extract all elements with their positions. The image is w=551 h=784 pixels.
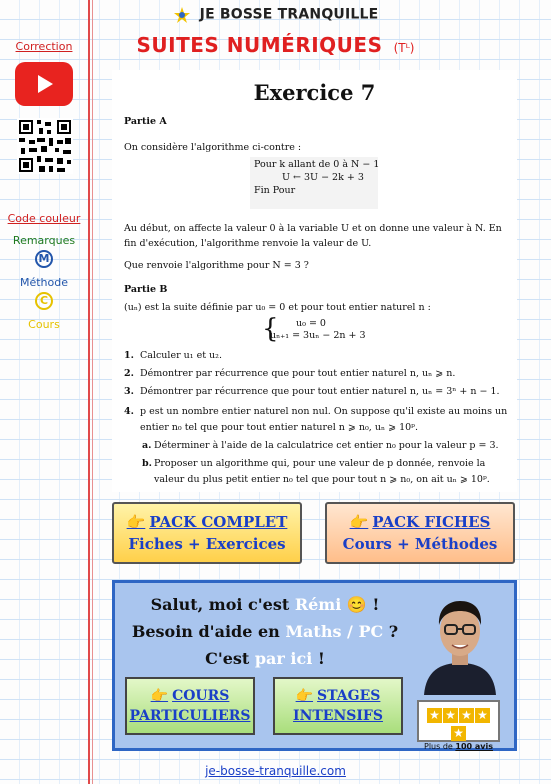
margin-line bbox=[88, 0, 90, 784]
review-count-value: 100 avis bbox=[455, 742, 493, 751]
exercise-card bbox=[112, 70, 517, 492]
promo-text: ? bbox=[383, 622, 399, 641]
algo-line: Fin Pour bbox=[254, 185, 296, 196]
play-icon bbox=[38, 75, 53, 93]
question-number: 2. bbox=[124, 368, 134, 379]
algo-line: U ← 3U − 2k + 3 bbox=[282, 172, 364, 183]
button-label: PARTICULIERS bbox=[129, 708, 251, 724]
question-text: Calculer u₁ et u₂. bbox=[140, 350, 222, 361]
star-icon: ★ bbox=[475, 708, 490, 723]
five-stars bbox=[419, 705, 498, 741]
button-label: STAGES bbox=[317, 688, 381, 704]
question-2 bbox=[124, 368, 512, 380]
brand-logo-icon bbox=[173, 6, 191, 24]
question-4a bbox=[142, 440, 512, 452]
qr-code-icon[interactable] bbox=[17, 118, 73, 174]
question-4b bbox=[142, 456, 512, 488]
question-text: Démontrer par récurrence que pour tout entier naturel n, uₙ ⩾ n. bbox=[140, 368, 456, 379]
part-b-heading: Partie B bbox=[124, 284, 168, 295]
question-number: 4. bbox=[124, 406, 134, 417]
sub-question-letter: a. bbox=[142, 440, 152, 451]
promo-subject: Maths / PC bbox=[285, 622, 384, 641]
brand-name: JE BOSSE TRANQUILLE bbox=[199, 6, 379, 23]
star-icon: ★ bbox=[427, 708, 442, 723]
star-icon: ★ bbox=[451, 726, 466, 741]
pointing-hand-icon: 👉 bbox=[295, 688, 314, 704]
promo-text: Salut, moi c'est bbox=[150, 595, 295, 614]
youtube-icon[interactable] bbox=[15, 62, 73, 106]
exercise-title: Exercice 7 bbox=[253, 80, 376, 105]
margin-line-secondary bbox=[92, 0, 93, 784]
correction-label: Correction bbox=[15, 40, 73, 53]
part-a-question: Que renvoie l'algorithme pour N = 3 ? bbox=[124, 260, 309, 271]
brand-header[interactable] bbox=[0, 4, 551, 24]
pack-title: PACK COMPLET bbox=[149, 513, 288, 531]
part-a-heading: Partie A bbox=[124, 116, 167, 127]
methode-icon: M bbox=[35, 250, 53, 268]
cours-particuliers-button[interactable] bbox=[125, 677, 255, 735]
pack-complet-button[interactable] bbox=[112, 502, 302, 564]
button-label: INTENSIFS bbox=[293, 708, 383, 724]
question-3 bbox=[124, 386, 512, 398]
chapter-title: SUITES NUMÉRIQUES bbox=[136, 33, 383, 57]
promo-text: Besoin d'aide en bbox=[131, 622, 286, 641]
promo-text: C'est bbox=[205, 649, 255, 668]
pointing-hand-icon: 👉 bbox=[126, 513, 146, 531]
color-code-label: Code couleur bbox=[7, 212, 81, 225]
system-brace: { bbox=[262, 314, 279, 344]
part-a-text: Au début, on affecte la valeur 0 à la variable U et on donne une valeur à N. En fin d'exécution, l'algorithme renvoie la valeur de U. bbox=[124, 223, 502, 249]
pack-subtitle: Fiches + Exercices bbox=[128, 535, 286, 553]
portrait-photo bbox=[420, 591, 500, 695]
sub-question-letter: b. bbox=[142, 458, 152, 469]
promo-text: 😊 ! bbox=[341, 595, 380, 614]
star-icon: ★ bbox=[459, 708, 474, 723]
question-1 bbox=[124, 350, 512, 362]
pack-fiches-button[interactable] bbox=[325, 502, 515, 564]
stages-intensifs-button[interactable] bbox=[273, 677, 403, 735]
question-number: 3. bbox=[124, 386, 134, 397]
footer-website-link[interactable]: je-bosse-tranquille.com bbox=[205, 764, 346, 778]
pack-title: PACK FICHES bbox=[372, 513, 491, 531]
algorithm-box bbox=[250, 157, 378, 209]
question-text: p est un nombre entier naturel non nul. On suppose qu'il existe au moins un entier n₀ tel que pour tout entier naturel n ⩾ n₀, uₙ ⩾ 10ᵖ. bbox=[140, 406, 508, 433]
part-a-intro: On considère l'algorithme ci-contre : bbox=[124, 142, 302, 153]
promo-help bbox=[115, 622, 415, 641]
promo-name: Rémi bbox=[294, 595, 342, 614]
rating-badge[interactable] bbox=[417, 700, 500, 751]
sub-question-text: Déterminer à l'aide de la calculatrice cet entier n₀ pour la valeur p = 3. bbox=[154, 440, 499, 451]
pack-subtitle: Cours + Méthodes bbox=[342, 535, 498, 553]
question-4 bbox=[124, 404, 512, 436]
question-number: 1. bbox=[124, 350, 134, 361]
part-b-intro: (uₙ) est la suite définie par u₀ = 0 et pour tout entier naturel n : bbox=[124, 302, 431, 313]
promo-greeting bbox=[115, 595, 415, 614]
remarques-label: Remarques bbox=[12, 234, 76, 247]
pointing-hand-icon: 👉 bbox=[150, 688, 169, 704]
level-badge: (Tᴸ) bbox=[393, 41, 415, 55]
cours-label: Cours bbox=[28, 318, 60, 331]
system-line-1: u₀ = 0 bbox=[296, 318, 326, 329]
algo-line: Pour k allant de 0 à N − 1 bbox=[254, 159, 380, 170]
star-icon: ★ bbox=[443, 708, 458, 723]
cours-icon: C bbox=[35, 292, 53, 310]
promo-cta bbox=[115, 649, 415, 668]
tutoring-promo bbox=[112, 580, 517, 751]
methode-label: Méthode bbox=[19, 276, 69, 289]
review-count bbox=[419, 742, 498, 751]
promo-text: ! bbox=[312, 649, 325, 668]
question-text: Démontrer par récurrence que pour tout entier naturel n, uₙ = 3ⁿ + n − 1. bbox=[140, 386, 500, 397]
promo-link[interactable]: par ici bbox=[254, 649, 313, 668]
sub-question-text: Proposer un algorithme qui, pour une valeur de p donnée, renvoie la valeur du plus petit entier n₀ tel que pour tout n ⩾ n₀, on ait uₙ ⩾ 10ᵖ. bbox=[154, 458, 490, 485]
review-prefix: Plus de bbox=[424, 742, 456, 751]
button-label: COURS bbox=[172, 688, 230, 704]
pointing-hand-icon: 👉 bbox=[349, 513, 369, 531]
system-line-2: uₙ₊₁ = 3uₙ − 2n + 3 bbox=[270, 330, 366, 341]
